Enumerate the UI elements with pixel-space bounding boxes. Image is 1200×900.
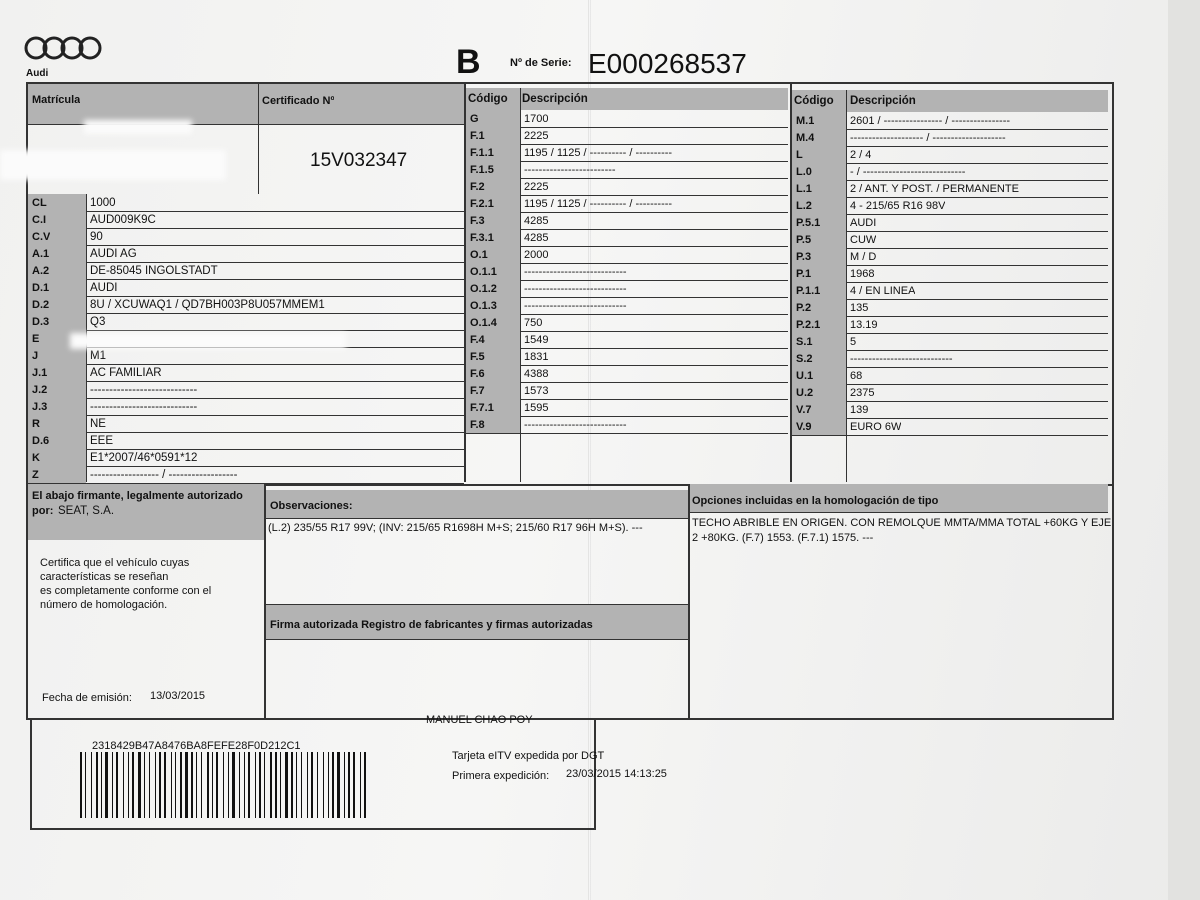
left-table-code: R bbox=[32, 418, 40, 430]
right-table-code: L.2 bbox=[796, 200, 812, 212]
document-hash: 2318429B47A8476BA8FEFE28F0D212C1 bbox=[92, 740, 301, 752]
left-table-value: ---------------------------- bbox=[90, 384, 198, 396]
right-table-value: 2375 bbox=[850, 387, 875, 399]
mid-code-header: Código bbox=[468, 93, 508, 105]
right-table-value: M / D bbox=[850, 251, 877, 263]
serial-number: E000268537 bbox=[588, 48, 747, 79]
certificado-value: 15V032347 bbox=[310, 150, 408, 171]
mid-table-code: F.1 bbox=[470, 130, 485, 142]
brand-text: Audi bbox=[26, 68, 49, 79]
right-table-value: 139 bbox=[850, 404, 869, 416]
fecha-emision-label: Fecha de emisión: bbox=[42, 692, 132, 704]
left-table-value: AUD009K9C bbox=[90, 214, 156, 226]
opciones-line-1: TECHO ABRIBLE EN ORIGEN. CON REMOLQUE MMTA/MMA TOTAL +60KG Y EJE bbox=[692, 517, 1112, 529]
right-table-value: 135 bbox=[850, 302, 869, 314]
mid-table-value: 1195 / 1125 / ---------- / ---------- bbox=[524, 198, 673, 210]
mid-table-code: F.3.1 bbox=[470, 232, 494, 244]
right-table-value: - / ---------------------------- bbox=[850, 166, 966, 178]
certifica-line-1: Certifica que el vehículo cuyas bbox=[40, 557, 190, 569]
mid-table-code: F.1.1 bbox=[470, 147, 494, 159]
redacted-vin bbox=[70, 333, 346, 349]
mid-table-value: ---------------------------- bbox=[524, 266, 627, 278]
mid-table-code: O.1.3 bbox=[470, 300, 497, 312]
mid-table-value: 750 bbox=[524, 317, 543, 329]
opciones-title: Opciones incluidas en la homologación de tipo bbox=[692, 495, 939, 507]
left-table-value: ------------------ / ------------------ bbox=[90, 469, 238, 481]
mid-table-code: F.7 bbox=[470, 385, 485, 397]
left-table-value: NE bbox=[90, 418, 106, 430]
left-table-code: D.3 bbox=[32, 316, 50, 328]
right-table-value: 2 / 4 bbox=[850, 149, 872, 161]
left-table-value: ---------------------------- bbox=[90, 401, 198, 413]
left-table-code: J.2 bbox=[32, 384, 48, 396]
mid-table-value: ---------------------------- bbox=[524, 300, 627, 312]
mid-table-value: 2225 bbox=[524, 130, 549, 142]
right-table-value: ---------------------------- bbox=[850, 353, 953, 365]
redacted-plate bbox=[84, 120, 192, 134]
mid-table-code: F.6 bbox=[470, 368, 485, 380]
mid-table-value: 4285 bbox=[524, 215, 549, 227]
firma-title: Firma autorizada Registro de fabricantes y firmas autorizadas bbox=[270, 619, 593, 631]
mid-table-value: 2225 bbox=[524, 181, 549, 193]
right-table-code: S.1 bbox=[796, 336, 813, 348]
right-table-code: U.1 bbox=[796, 370, 814, 382]
mid-table-value: 1573 bbox=[524, 385, 549, 397]
form-letter: B bbox=[456, 43, 481, 81]
right-table-value: 4 - 215/65 R16 98V bbox=[850, 200, 946, 212]
right-table-code: P.5.1 bbox=[796, 217, 821, 229]
left-table-value: M1 bbox=[90, 350, 106, 362]
mid-table-code: F.2.1 bbox=[470, 198, 494, 210]
left-table-code: C.V bbox=[32, 231, 51, 243]
left-table-code: D.1 bbox=[32, 282, 50, 294]
right-table-code: P.2 bbox=[796, 302, 812, 314]
left-table-code: D.6 bbox=[32, 435, 50, 447]
right-table-value: 13.19 bbox=[850, 319, 878, 331]
right-table-header-band bbox=[792, 90, 1108, 112]
redacted-owner bbox=[0, 150, 226, 180]
mid-table-code: F.5 bbox=[470, 351, 485, 363]
signer-por-value: SEAT, S.A. bbox=[58, 505, 115, 517]
right-table-code: V.9 bbox=[796, 421, 812, 433]
left-table-code: J bbox=[32, 350, 39, 362]
mid-table-header-band bbox=[466, 88, 788, 110]
mid-table-code: F.8 bbox=[470, 419, 485, 431]
signer-line1: El abajo firmante, legalmente autorizado bbox=[32, 490, 243, 502]
mid-table-value: ------------------------- bbox=[524, 164, 616, 176]
left-table-value: E1*2007/46*0591*12 bbox=[90, 452, 198, 464]
right-table-value: -------------------- / -------------------- bbox=[850, 132, 1006, 144]
right-table-value: CUW bbox=[850, 234, 877, 246]
mid-table-code: O.1.4 bbox=[470, 317, 497, 329]
right-table-code: M.1 bbox=[796, 115, 815, 127]
mid-table-code: F.1.5 bbox=[470, 164, 494, 176]
mid-table-code: F.7.1 bbox=[470, 402, 494, 414]
four-rings-logo bbox=[22, 34, 104, 62]
left-table-value: AUDI bbox=[90, 282, 118, 294]
top-left-header-band bbox=[28, 84, 464, 124]
fecha-emision-value: 13/03/2015 bbox=[150, 690, 206, 702]
right-table-code: S.2 bbox=[796, 353, 813, 365]
right-desc-header: Descripción bbox=[850, 95, 916, 107]
left-table-value: Q3 bbox=[90, 316, 106, 328]
observaciones-title: Observaciones: bbox=[270, 500, 353, 512]
primera-expedicion-label: Primera expedición: bbox=[452, 770, 550, 782]
right-table-code: P.5 bbox=[796, 234, 812, 246]
mid-table-value: 1549 bbox=[524, 334, 549, 346]
left-table-code: K bbox=[32, 452, 40, 464]
right-table-value: AUDI bbox=[850, 217, 877, 229]
mid-table-value: 4285 bbox=[524, 232, 549, 244]
left-table-code: J.3 bbox=[32, 401, 48, 413]
mid-table-code: O.1 bbox=[470, 249, 488, 261]
right-code-header: Código bbox=[794, 95, 834, 107]
right-table-code: L.1 bbox=[796, 183, 812, 195]
right-table-code: P.1.1 bbox=[796, 285, 821, 297]
right-table-code: M.4 bbox=[796, 132, 815, 144]
left-table-value: 8U / XCUWAQ1 / QD7BH003P8U057MMEM1 bbox=[90, 299, 325, 311]
right-table-value: EURO 6W bbox=[850, 421, 902, 433]
mid-table-value: ---------------------------- bbox=[524, 283, 627, 295]
mid-table-value: ---------------------------- bbox=[524, 419, 627, 431]
right-table-code: P.1 bbox=[796, 268, 812, 280]
right-table-value: 4 / EN LINEA bbox=[850, 285, 916, 297]
right-table-code: L.0 bbox=[796, 166, 812, 178]
right-table-value: 2 / ANT. Y POST. / PERMANENTE bbox=[850, 183, 1019, 195]
left-table-value: 90 bbox=[90, 231, 103, 243]
certifica-line-4: número de homologación. bbox=[40, 599, 168, 611]
left-table-value: AUDI AG bbox=[90, 248, 137, 260]
left-table-code: Z bbox=[32, 469, 39, 481]
primera-expedicion-value: 23/03/2015 14:13:25 bbox=[566, 768, 667, 780]
left-table-code: D.2 bbox=[32, 299, 50, 311]
certifica-line-2: características se reseñan bbox=[40, 571, 169, 583]
mid-table-code: O.1.2 bbox=[470, 283, 497, 295]
left-table-value: EEE bbox=[90, 435, 114, 447]
right-table-code: P.3 bbox=[796, 251, 812, 263]
right-table-code: P.2.1 bbox=[796, 319, 821, 331]
right-table-code: U.2 bbox=[796, 387, 814, 399]
tarjeta-text: Tarjeta eITV expedida por DGT bbox=[452, 750, 605, 762]
mid-table-code: F.3 bbox=[470, 215, 485, 227]
right-table-value: 68 bbox=[850, 370, 863, 382]
mid-table-code: F.2 bbox=[470, 181, 485, 193]
matricula-label: Matrícula bbox=[32, 94, 81, 106]
firma-name: MANUEL CHAO POY bbox=[426, 714, 533, 726]
left-table-code: J.1 bbox=[32, 367, 48, 379]
mid-table-value: 1700 bbox=[524, 113, 549, 125]
observaciones-text: (L.2) 235/55 R17 99V; (INV: 215/65 R1698H M+S; 215/60 R17 96H M+S). --- bbox=[268, 522, 643, 534]
left-table-value: DE-85045 INGOLSTADT bbox=[90, 265, 218, 277]
serial-label: Nº de Serie: bbox=[510, 57, 572, 69]
certifica-line-3: es completamente conforme con el bbox=[40, 585, 212, 597]
certificado-label: Certificado Nº bbox=[262, 95, 335, 107]
left-table-value: 1000 bbox=[90, 197, 116, 209]
right-table-value: 5 bbox=[850, 336, 857, 348]
left-table-code: C.I bbox=[32, 214, 47, 226]
opciones-line-2: 2 +80KG. (F.7) 1553. (F.7.1) 1575. --- bbox=[692, 532, 874, 544]
mid-table-value: 1195 / 1125 / ---------- / ---------- bbox=[524, 147, 673, 159]
mid-table-value: 4388 bbox=[524, 368, 549, 380]
signer-por-label: por: bbox=[32, 505, 54, 517]
background-edge bbox=[1168, 0, 1200, 900]
right-table-code: V.7 bbox=[796, 404, 812, 416]
mid-table-value: 1595 bbox=[524, 402, 549, 414]
mid-table-code: G bbox=[470, 113, 479, 125]
left-table-value: AC FAMILIAR bbox=[90, 367, 162, 379]
right-table-value: 1968 bbox=[850, 268, 875, 280]
right-table-value: 2601 / ---------------- / ---------------- bbox=[850, 115, 1011, 127]
mid-table-code: O.1.1 bbox=[470, 266, 497, 278]
mid-table-value: 2000 bbox=[524, 249, 549, 261]
left-table-code: E bbox=[32, 333, 40, 345]
mid-desc-header: Descripción bbox=[522, 93, 588, 105]
mid-table-code: F.4 bbox=[470, 334, 485, 346]
right-table-code: L bbox=[796, 149, 803, 161]
mid-table-value: 1831 bbox=[524, 351, 549, 363]
left-table-code: A.2 bbox=[32, 265, 50, 277]
left-table-code: A.1 bbox=[32, 248, 50, 260]
barcode bbox=[80, 752, 422, 818]
left-table-code: CL bbox=[32, 197, 47, 209]
